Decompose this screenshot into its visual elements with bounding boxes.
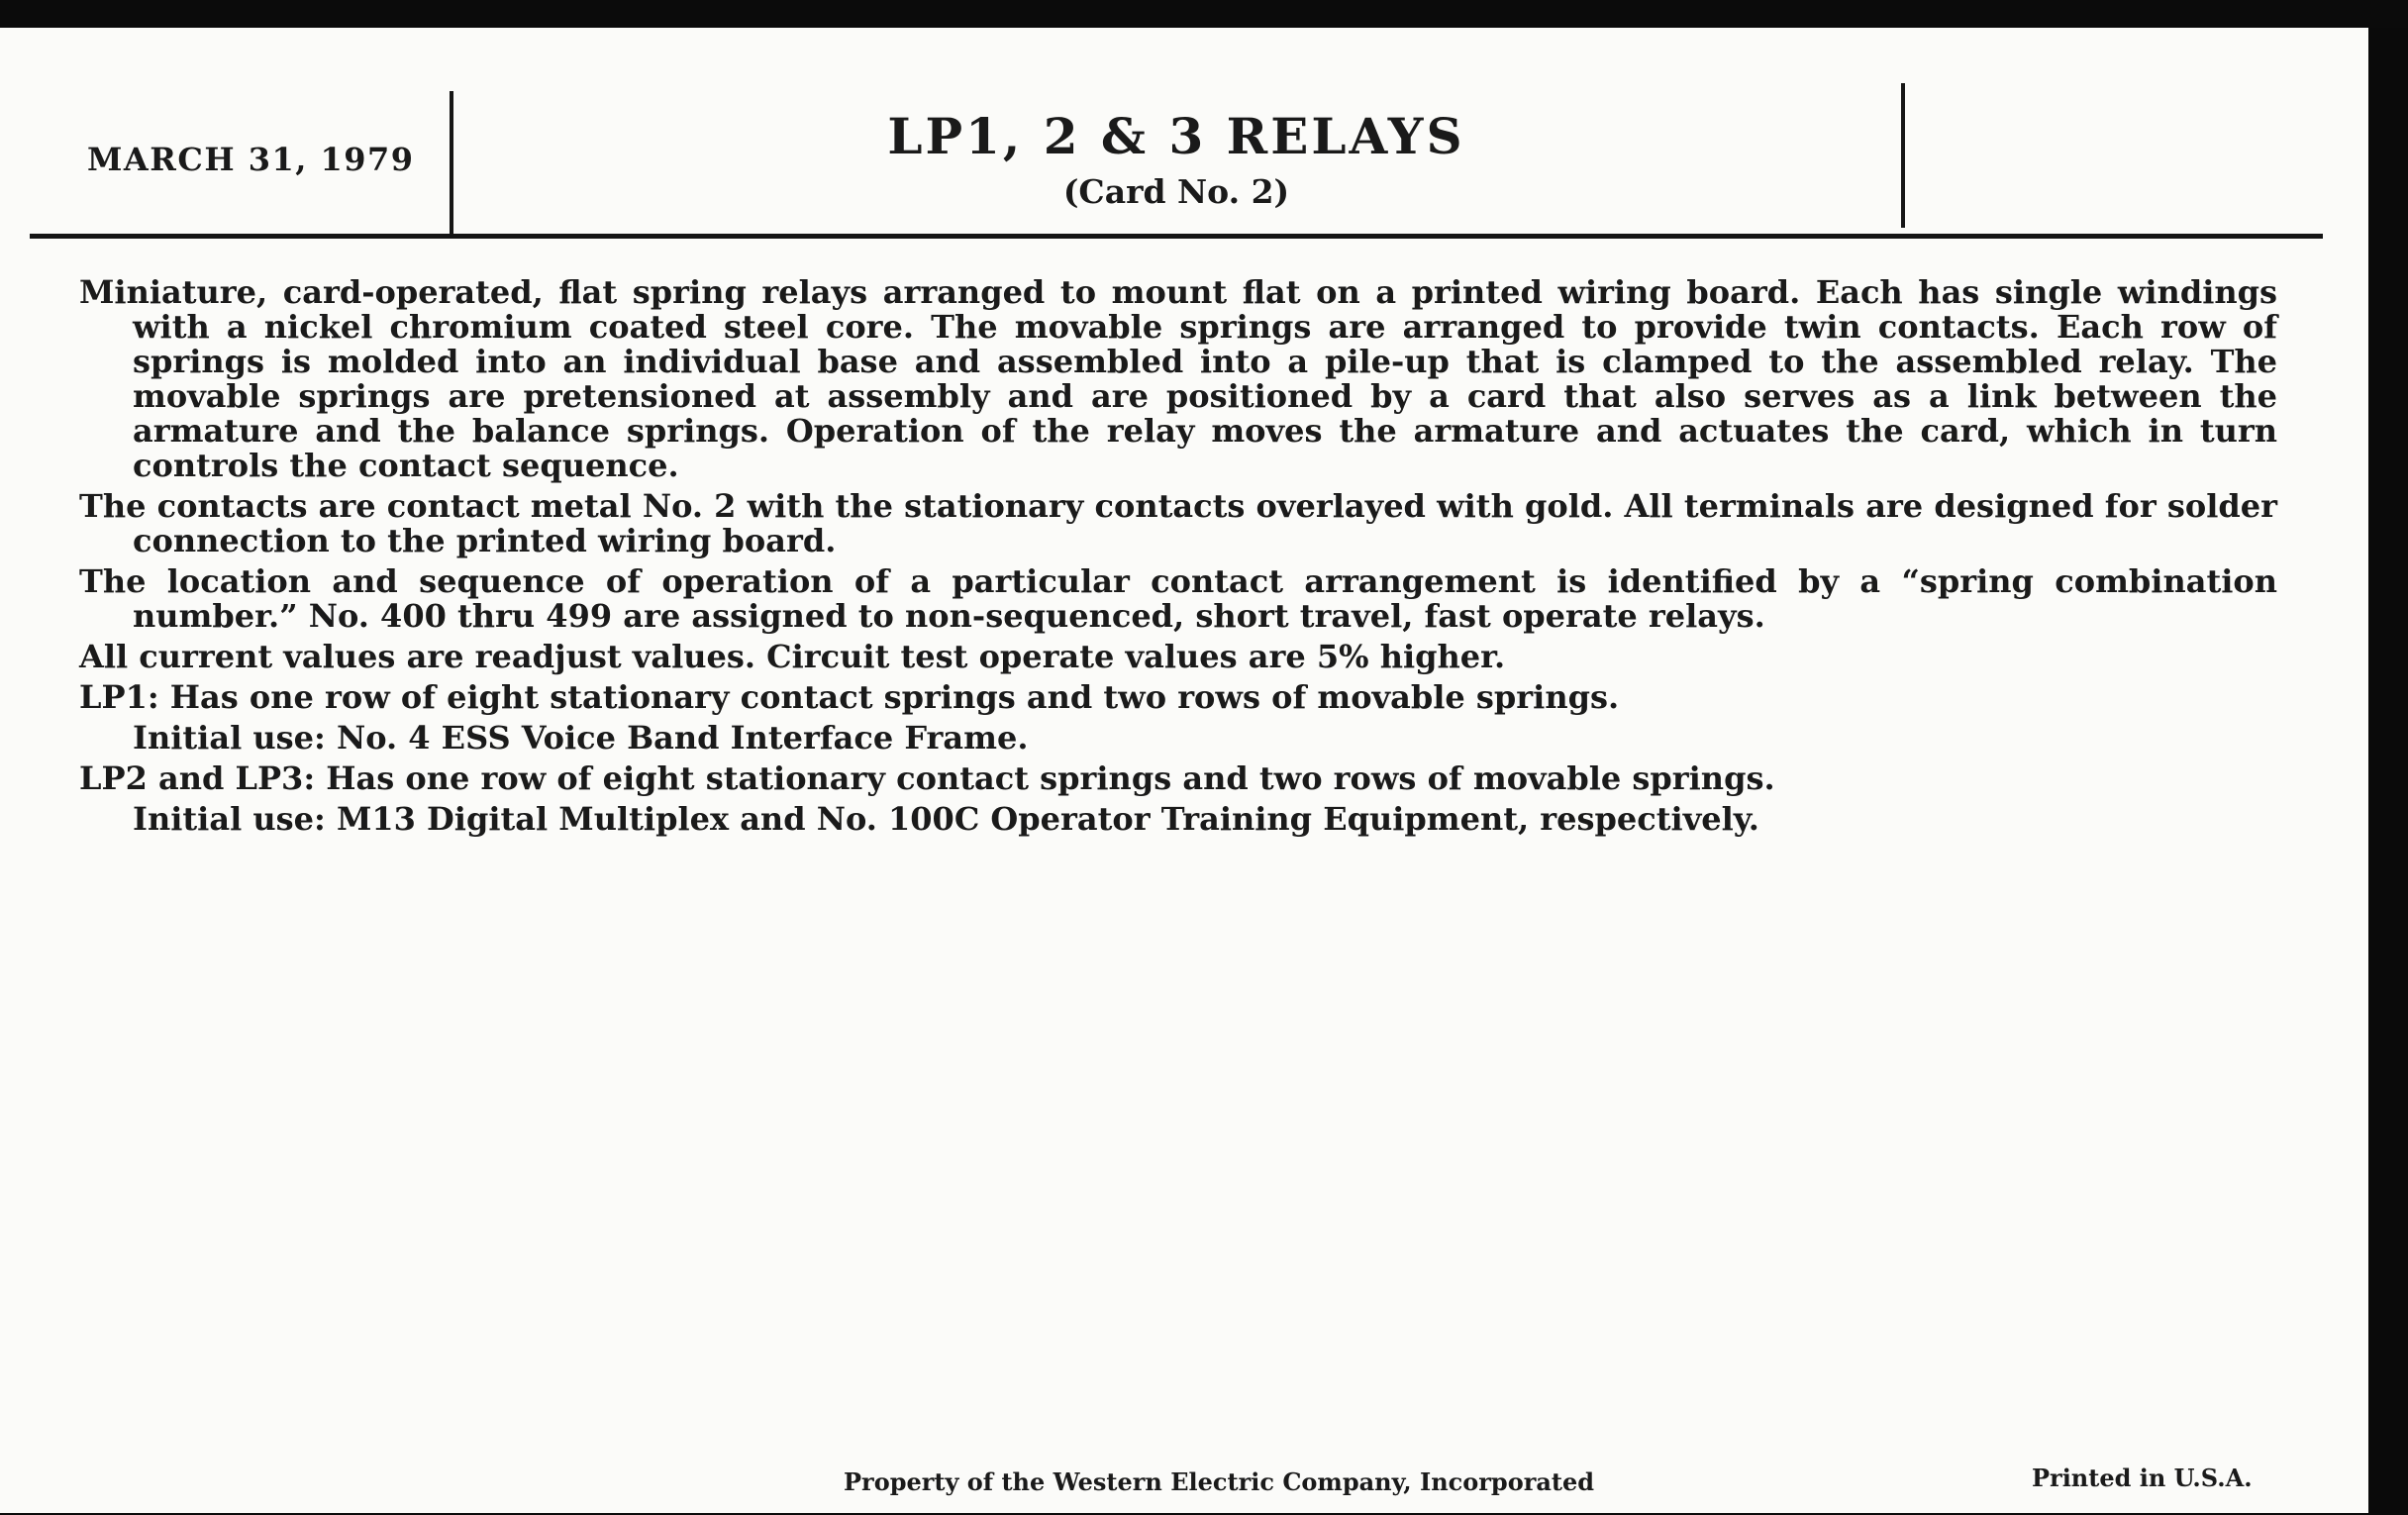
footer-printed: Printed in U.S.A. xyxy=(2032,1464,2253,1492)
paragraph-spring-combination: The location and sequence of operation of a particular contact arrangement is identified by a “spring combination number.” No. 400 thru 499 are assigned to non-sequenced, short travel, fast operate relays. xyxy=(79,562,2277,635)
paragraph-lp2-lp3-initial-use: Initial use: M13 Digital Multiplex and No. 100C Operator Training Equipment, respectively. xyxy=(133,800,1759,838)
page-title: LP1, 2 & 3 RELAYS xyxy=(887,107,1465,165)
scan-edge xyxy=(2368,28,2408,1515)
paragraph-current-values: All current values are readjust values. Circuit test operate values are 5% higher. xyxy=(79,638,1506,675)
paragraph-contacts: The contacts are contact metal No. 2 with the stationary contacts overlayed with gold. All terminals are designed for solder connection to the printed wiring board. xyxy=(79,487,2277,559)
paragraph-lp2-lp3: LP2 and LP3: Has one row of eight stationary contact springs and two rows of movable springs. xyxy=(79,759,1775,797)
paragraph-lp1-initial-use: Initial use: No. 4 ESS Voice Band Interface Frame. xyxy=(133,719,1029,757)
header-divider-left xyxy=(450,91,453,238)
header-date: MARCH 31, 1979 xyxy=(87,141,415,178)
page-subtitle: (Card No. 2) xyxy=(1062,172,1290,211)
header-rule xyxy=(30,234,2323,239)
paragraph-lp1: LP1: Has one row of eight stationary contact springs and two rows of movable springs. xyxy=(79,678,1620,716)
paragraph-description: Miniature, card-operated, flat spring relays arranged to mount flat on a printed wiring board. Each has single windings with a nickel chromium coated steel core. The movable springs are arranged to provide twin contacts. Each row of springs is molded into an individual base and assembled into a pile-up that is clamped to the assembled relay. The movable springs are pretensioned at assembly and are positioned by a card that also serves as a link between the armature and the balance springs. Operation of the relay moves the armature and actuates the card, which in turn controls the contact sequence. xyxy=(79,273,2277,484)
document-body xyxy=(79,275,2277,843)
footer-property: Property of the Western Electric Company, Incorporated xyxy=(844,1467,1595,1496)
header-divider-right xyxy=(1901,83,1905,228)
